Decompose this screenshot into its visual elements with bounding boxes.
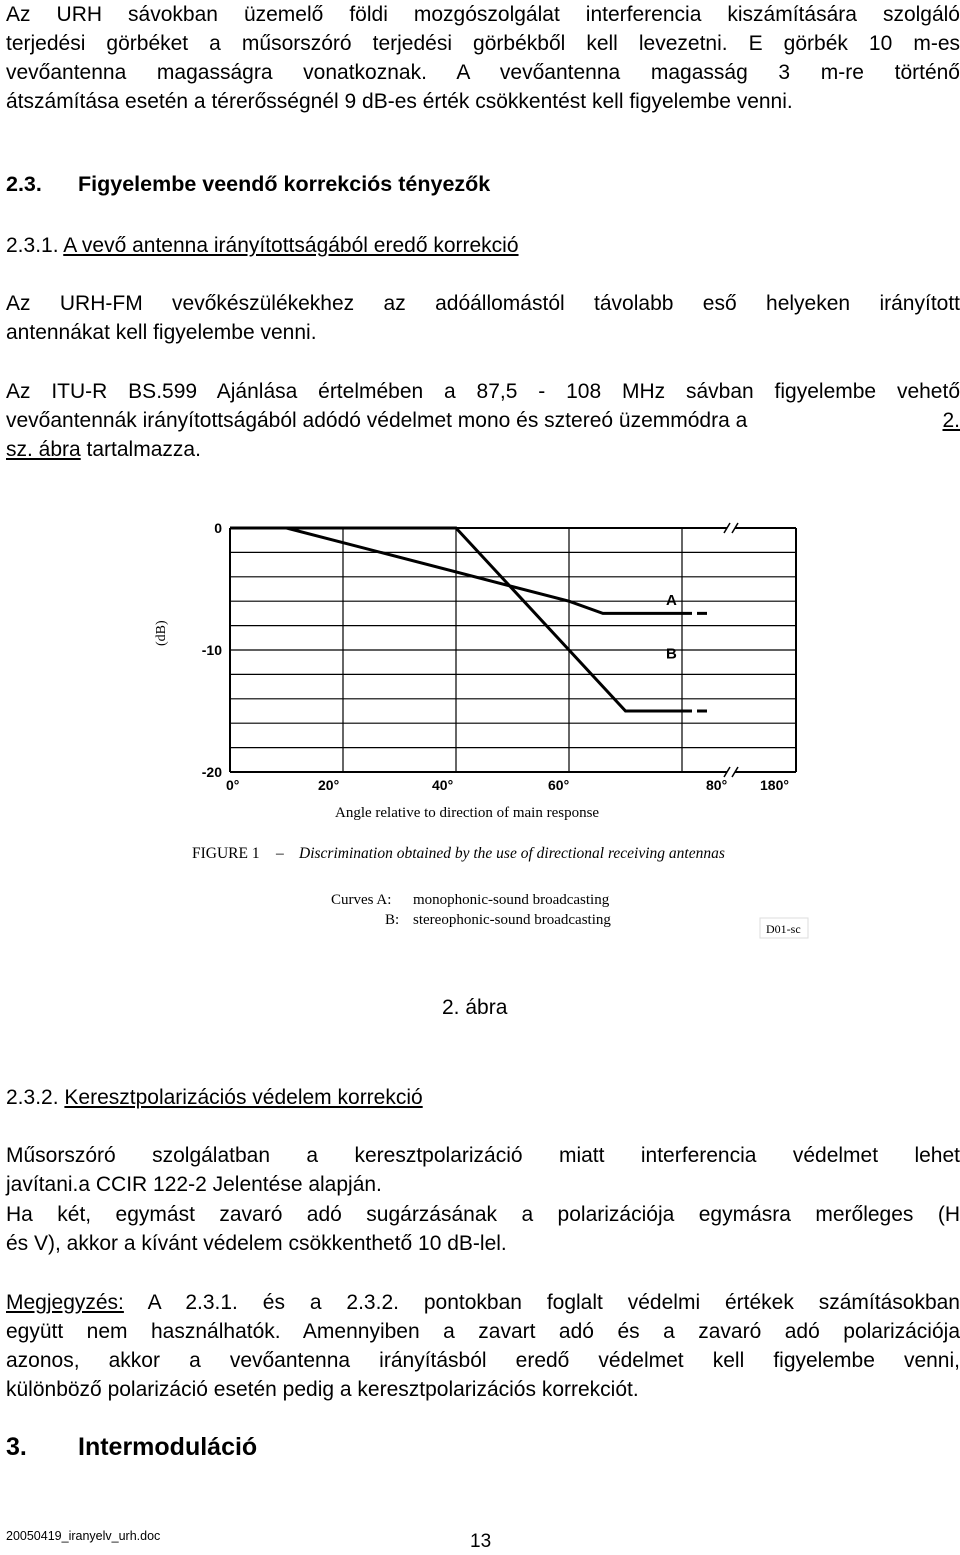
- section-heading-3: [6, 1433, 258, 1462]
- section-number: 2.3.: [6, 172, 42, 196]
- text-line: és V), akkor a kívánt védelem csökkenthető 10 dB-lel.: [6, 1232, 507, 1255]
- x-tick-label: 180°: [760, 777, 789, 793]
- figure-label: 2. ábra: [442, 996, 508, 1019]
- y-tick-label: 0: [214, 520, 222, 536]
- text-segment: vevőantennák irányítottságából adódó védelmet mono és sztereó üzemmódra a: [6, 409, 748, 432]
- text-line: azonos, akkor a vevőantenna irányításból eredő védelmet kell figyelembe venni,: [6, 1349, 960, 1372]
- text-line: Az URH sávokban üzemelő földi mozgószolgálat interferencia kiszámítására szolgáló: [6, 3, 960, 26]
- x-tick-label: 40°: [432, 777, 454, 793]
- x-tick-label: 20°: [318, 777, 340, 793]
- x-tick-label: 0°: [226, 777, 240, 793]
- subsection-title: Keresztpolarizációs védelem korrekció: [64, 1086, 423, 1109]
- y-axis-label: (dB): [154, 620, 169, 646]
- x-tick-label: 80°: [706, 777, 728, 793]
- text-line: [6, 435, 960, 465]
- figure-reference-link[interactable]: 2.: [942, 409, 960, 432]
- text-line: terjedési görbéket a műsorszóró terjedési görbékből kell levezetni. E görbék 10 m-es: [6, 32, 960, 55]
- subsection-heading-2-3-2: [6, 1083, 960, 1113]
- text-line: [6, 1288, 960, 1318]
- figure-reference-link[interactable]: sz. ábra: [6, 438, 81, 461]
- chart-curves: [230, 528, 711, 711]
- chart-grid: [230, 523, 796, 777]
- legend-title: Curves A:: [331, 892, 392, 908]
- legend-a: monophonic-sound broadcasting: [413, 892, 610, 908]
- legend-b-key: B:: [385, 912, 400, 928]
- text-line: [6, 406, 960, 436]
- section-heading-2-3: [6, 172, 491, 197]
- subsection-title: A vevő antenna irányítottságából eredő korrekció: [63, 234, 519, 257]
- text-line: Műsorszóró szolgálatban a keresztpolarizáció miatt interferencia védelmet lehet: [6, 1144, 960, 1167]
- note-label: Megjegyzés:: [6, 1291, 124, 1314]
- subsection-heading-2-3-1: [6, 231, 960, 261]
- figure-caption-text: Discrimination obtained by the use of directional receiving antennas: [299, 845, 725, 862]
- x-axis-label: Angle relative to direction of main response: [335, 805, 600, 821]
- text-segment: A 2.3.1. és a 2.3.2. pontokban foglalt védelmi értékek számításokban: [123, 1291, 960, 1314]
- text-line: átszámítása esetén a térerősségnél 9 dB-es érték csökkentést kell figyelembe venni.: [6, 90, 793, 113]
- text-segment: tartalmazza.: [80, 438, 201, 461]
- subsection-number: 2.3.1.: [6, 234, 59, 257]
- text-line: különböző polarizáció esetén pedig a keresztpolarizációs korrekciót.: [6, 1378, 639, 1401]
- text-line: Ha két, egymást zavaró adó sugárzásának a polarizációja egymásra merőleges (H: [6, 1203, 960, 1226]
- x-tick-label: 60°: [548, 777, 570, 793]
- subsection-number: 2.3.2.: [6, 1086, 59, 1109]
- curve-label-a: A: [666, 591, 677, 609]
- section-title: Intermoduláció: [78, 1433, 258, 1461]
- figure-code: D01-sc: [766, 922, 801, 936]
- directivity-figure: [0, 505, 960, 945]
- text-line: javítani.a CCIR 122-2 Jelentése alapján.: [6, 1173, 382, 1196]
- text-line: Az URH-FM vevőkészülékekhez az adóállomástól távolabb eső helyeken irányított: [6, 292, 960, 315]
- legend-b: stereophonic-sound broadcasting: [413, 912, 611, 928]
- section-number: 3.: [6, 1433, 27, 1461]
- text-line: Az ITU-R BS.599 Ajánlása értelmében a 87,5 - 108 MHz sávban figyelembe vehető: [6, 380, 960, 403]
- text-line: vevőantenna magasságra vonatkoznak. A vevőantenna magasság 3 m-re történő: [6, 61, 960, 84]
- page-number: 13: [470, 1531, 492, 1552]
- section-title: Figyelembe veendő korrekciós tényezők: [78, 172, 491, 196]
- text-line: együtt nem használhatók. Amennyiben a zavart adó és a zavaró adó polarizációja: [6, 1320, 960, 1343]
- chart-axis-labels: [202, 520, 789, 793]
- figure-caption-prefix: FIGURE 1: [192, 845, 260, 862]
- figure-caption-dash: –: [276, 845, 284, 862]
- curve-label-b: B: [666, 645, 677, 663]
- text-line: antennákat kell figyelembe venni.: [6, 321, 317, 344]
- y-tick-label: -10: [201, 642, 222, 658]
- y-tick-label: -20: [201, 764, 222, 780]
- footer-filename: 20050419_iranyelv_urh.doc: [6, 1529, 161, 1543]
